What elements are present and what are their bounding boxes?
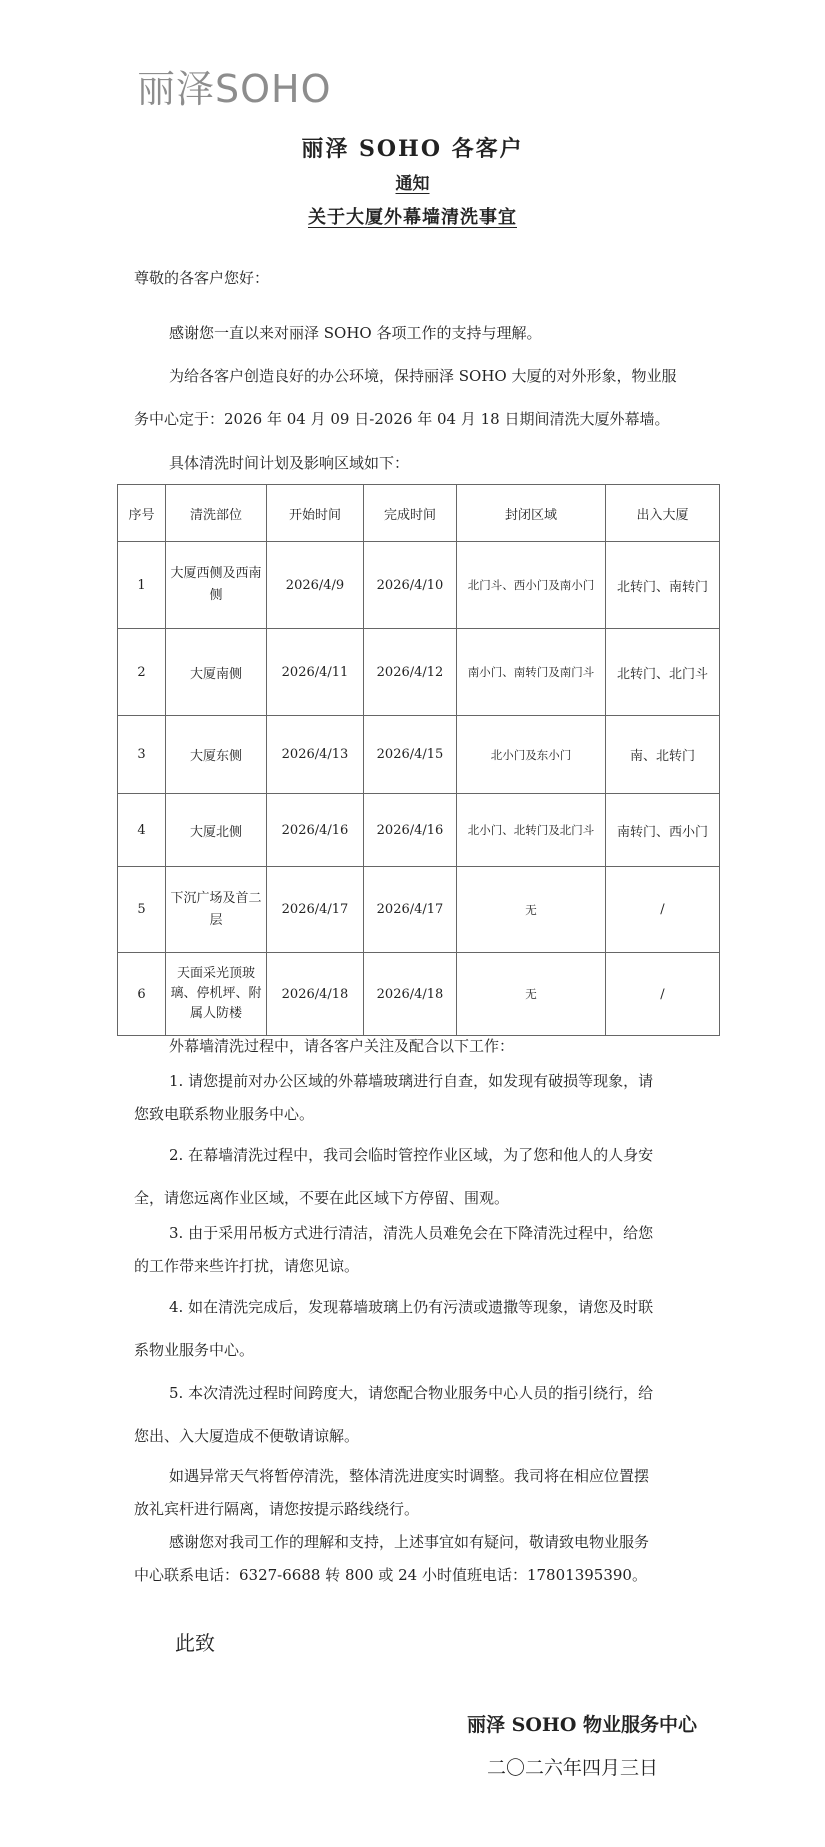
item4-line2: 系物业服务中心。	[134, 1341, 255, 1359]
cell-no: 2	[118, 629, 166, 716]
item2-line2: 全，请您远离作业区域，不要在此区域下方停留、围观。	[134, 1189, 510, 1207]
para-thanks-support: 感谢您一直以来对丽泽 SOHO 各项工作的支持与理解。	[169, 324, 542, 342]
notice-label: 通知	[395, 174, 430, 194]
cell-entry: /	[606, 953, 720, 1036]
cleaning-schedule-table	[117, 484, 720, 1036]
cell-no: 5	[118, 867, 166, 953]
signature: 丽泽 SOHO 物业服务中心	[467, 1714, 698, 1736]
col-header-entry: 出入大厦	[606, 485, 720, 542]
cell-start: 2026/4/9	[267, 542, 364, 629]
item5-line2: 您出、入大厦造成不便敬请谅解。	[134, 1427, 360, 1445]
cell-closed: 南小门、南转门及南门斗	[457, 629, 606, 716]
cell-entry: 北转门、北门斗	[606, 629, 720, 716]
cell-entry: /	[606, 867, 720, 953]
cell-entry: 北转门、南转门	[606, 542, 720, 629]
subject-label: 关于大厦外幕墙清洗事宜	[308, 207, 517, 228]
thanks-line2: 中心联系电话：6327-6688 转 800 或 24 小时值班电话：17801395390。	[134, 1566, 647, 1584]
item3-line1: 3. 由于采用吊板方式进行清洁，清洗人员难免会在下降清洗过程中，给您	[169, 1224, 654, 1242]
item1-line2: 您致电联系物业服务中心。	[134, 1105, 315, 1123]
cell-end: 2026/4/15	[364, 716, 457, 794]
greeting: 尊敬的各客户您好：	[134, 269, 270, 287]
col-header-part: 清洗部位	[166, 485, 267, 542]
cell-entry: 南、北转门	[606, 716, 720, 794]
cell-part: 大厦西侧及西南侧	[166, 542, 267, 629]
table-header-row	[118, 485, 720, 542]
para-purpose-line2: 务中心定于：2026 年 04 月 09 日-2026 年 04 月 18 日期间清洗大厦外幕墙。	[134, 410, 670, 428]
closing-salute: 此致	[175, 1631, 215, 1655]
cell-entry: 南转门、西小门	[606, 794, 720, 867]
table-row	[118, 629, 720, 716]
cell-part: 大厦北侧	[166, 794, 267, 867]
weather-line2: 放礼宾杆进行隔离，请您按提示路线绕行。	[134, 1500, 420, 1518]
notice-heading	[0, 176, 825, 193]
cell-closed: 北小门及东小门	[457, 716, 606, 794]
cell-part: 大厦南侧	[166, 629, 267, 716]
cell-start: 2026/4/16	[267, 794, 364, 867]
company-logo: 丽泽SOHO	[137, 67, 332, 111]
table-row	[118, 953, 720, 1036]
cell-end: 2026/4/10	[364, 542, 457, 629]
table-row	[118, 794, 720, 867]
cell-no: 1	[118, 542, 166, 629]
document-title: 丽泽 SOHO 各客户	[301, 136, 524, 162]
para-purpose-line1: 为给各客户创造良好的办公环境，保持丽泽 SOHO 大厦的对外形象，物业服	[169, 367, 677, 385]
col-header-start: 开始时间	[267, 485, 364, 542]
subject-heading	[0, 209, 825, 227]
cell-closed: 无	[457, 867, 606, 953]
cell-closed: 无	[457, 953, 606, 1036]
cell-start: 2026/4/11	[267, 629, 364, 716]
cell-no: 3	[118, 716, 166, 794]
item1-line1: 1. 请您提前对办公区域的外幕墙玻璃进行自查，如发现有破损等现象，请	[169, 1072, 654, 1090]
cell-start: 2026/4/13	[267, 716, 364, 794]
cell-part: 下沉广场及首二层	[166, 867, 267, 953]
document-date: 二〇二六年四月三日	[487, 1757, 659, 1779]
cell-closed: 北门斗、西小门及南小门	[457, 542, 606, 629]
cell-part: 天面采光顶玻璃、停机坪、附属人防楼	[166, 953, 267, 1036]
cell-end: 2026/4/17	[364, 867, 457, 953]
cell-end: 2026/4/12	[364, 629, 457, 716]
cell-start: 2026/4/18	[267, 953, 364, 1036]
cell-no: 4	[118, 794, 166, 867]
item3-line2: 的工作带来些许打扰，请您见谅。	[134, 1257, 360, 1275]
cell-end: 2026/4/16	[364, 794, 457, 867]
cell-closed: 北小门、北转门及北门斗	[457, 794, 606, 867]
col-header-no: 序号	[118, 485, 166, 542]
table-row	[118, 716, 720, 794]
thanks-line1: 感谢您对我司工作的理解和支持，上述事宜如有疑问，敬请致电物业服务	[169, 1533, 650, 1551]
table-row	[118, 542, 720, 629]
para-schedule-intro: 具体清洗时间计划及影响区域如下：	[169, 454, 410, 472]
col-header-closed: 封闭区域	[457, 485, 606, 542]
cell-start: 2026/4/17	[267, 867, 364, 953]
cooperation-intro: 外幕墙清洗过程中，请各客户关注及配合以下工作：	[169, 1037, 515, 1055]
col-header-end: 完成时间	[364, 485, 457, 542]
weather-line1: 如遇异常天气将暂停清洗，整体清洗进度实时调整。我司将在相应位置摆	[169, 1467, 650, 1485]
item2-line1: 2. 在幕墙清洗过程中，我司会临时管控作业区域，为了您和他人的人身安	[169, 1146, 654, 1164]
cell-end: 2026/4/18	[364, 953, 457, 1036]
cell-part: 大厦东侧	[166, 716, 267, 794]
table-row	[118, 867, 720, 953]
item5-line1: 5. 本次清洗过程时间跨度大，请您配合物业服务中心人员的指引绕行，给	[169, 1384, 654, 1402]
item4-line1: 4. 如在清洗完成后，发现幕墙玻璃上仍有污渍或遗撒等现象，请您及时联	[169, 1298, 654, 1316]
cell-no: 6	[118, 953, 166, 1036]
